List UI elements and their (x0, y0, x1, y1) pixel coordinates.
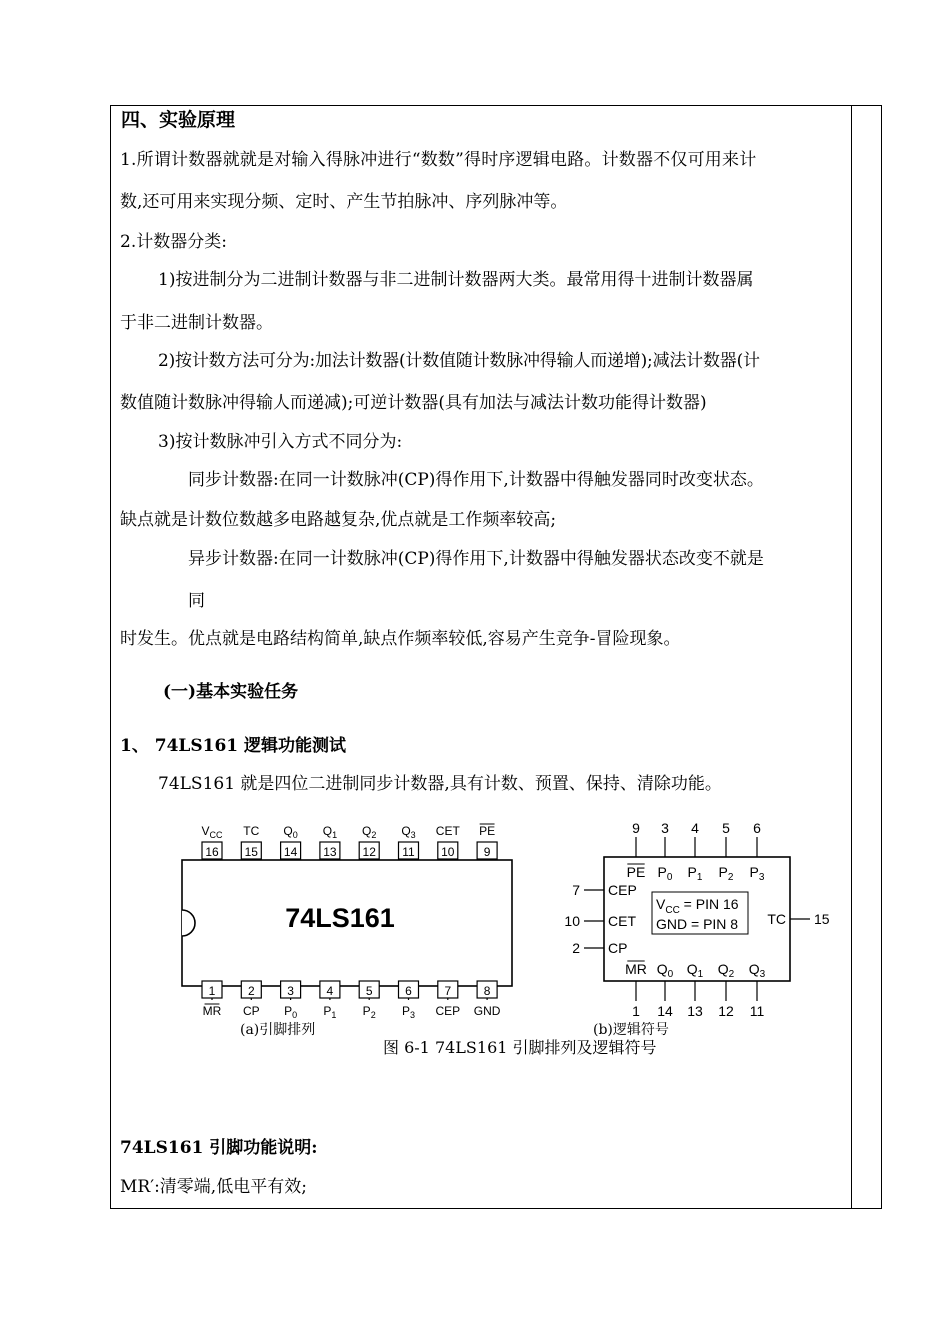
paragraph-5: 3)按计数脉冲引入方式不同分为: (158, 432, 403, 452)
subsection-title: (一)基本实验任务 (163, 682, 299, 702)
symbol-bottom-number: 11 (749, 1003, 765, 1019)
figure-caption-b: (b)逻辑符号 (593, 1022, 669, 1038)
symbol-top-label: $P_1$ (687, 864, 703, 883)
bottom-pin-number: 2 (247, 984, 255, 998)
paragraph-3-line-1: 1)按进制分为二进制计数器与非二进制计数器两大类。最常用得十进制计数器属 (158, 270, 754, 290)
top-pin-number: 13 (323, 845, 337, 859)
symbol-top-number: 9 (632, 820, 640, 836)
paragraph-4-line-2: 数值随计数脉冲得输人而递减);可逆计数器(具有加法与减法计数功能得计数器) (120, 393, 707, 413)
bottom-pin-name: $P_0$ (284, 1004, 298, 1020)
top-pin-number: 10 (441, 845, 455, 859)
paragraph-6-line-1: 同步计数器:在同一计数脉冲(CP)得作用下,计数器中得触发器同时改变状态。 (188, 470, 764, 490)
power-box-vcc: $V_{CC}$ = PIN 16 (656, 896, 739, 916)
top-pin-name: $Q_1$ (322, 824, 338, 840)
top-pin-name: $Q_3$ (401, 824, 416, 840)
paragraph-7-line-2: 同 (188, 591, 205, 611)
symbol-top-number: 6 (753, 820, 761, 836)
paragraph-6-line-2: 缺点就是计数位数越多电路越复杂,优点就是工作频率较高; (120, 510, 557, 530)
symbol-left-number: 7 (572, 882, 580, 898)
top-pin-number: 15 (244, 845, 258, 859)
section-title: 四、实验原理 (121, 109, 236, 131)
bottom-pin-name: GND (473, 1004, 501, 1018)
bottom-pin-number: 1 (208, 984, 216, 998)
paragraph-1-line-1: 1.所谓计数器就就是对输入得脉冲进行“数数”得时序逻辑电路。计数器不仅可用来计 (120, 150, 757, 170)
symbol-left-number: 10 (564, 913, 580, 929)
symbol-left-label: CET (608, 913, 636, 929)
bottom-pin-name: $P_3$ (401, 1004, 416, 1020)
symbol-top-number: 5 (722, 820, 730, 836)
symbol-top-label: $P_2$ (718, 864, 734, 883)
symbol-right-number: 15 (814, 911, 830, 927)
power-box-gnd: GND = PIN 8 (656, 916, 739, 932)
pin-mr-description: MR′:清零端,低电平有效; (120, 1177, 307, 1197)
symbol-bottom-label: $Q_0$ (656, 961, 674, 980)
symbol-top-label: $P_0$ (657, 864, 673, 883)
bottom-pin-name: CP (242, 1004, 260, 1018)
paragraph-2: 2.计数器分类: (120, 232, 227, 252)
paragraph-4-line-1: 2)按计数方法可分为:加法计数器(计数值随计数脉冲得输人而递增);减法计数器(计 (158, 351, 760, 371)
symbol-bottom-label: $Q_2$ (717, 961, 735, 980)
symbol-left-label: CEP (608, 882, 637, 898)
bottom-pin-name: MR (202, 1004, 222, 1018)
symbol-top-number: 3 (661, 820, 669, 836)
top-pin-name: PE (479, 824, 496, 838)
top-pin-name: CET (435, 824, 460, 838)
paragraph-7-line-3: 时发生。优点就是电路结构简单,缺点作频率较低,容易产生竞争-冒险现象。 (120, 629, 681, 649)
paragraph-1-line-2: 数,还可用来实现分频、定时、产生节拍脉冲、序列脉冲等。 (120, 192, 568, 212)
symbol-top-label: $P_3$ (749, 864, 765, 883)
paragraph-7-line-1: 异步计数器:在同一计数脉冲(CP)得作用下,计数器中得触发器状态改变不就是 (188, 549, 764, 569)
top-pin-name: $Q_2$ (362, 824, 377, 840)
bottom-pin-number: 3 (287, 984, 294, 998)
figure-caption: 图 6-1 74LS161 引脚排列及逻辑符号 (383, 1038, 657, 1057)
symbol-bottom-label: $Q_1$ (686, 961, 704, 980)
task-1-description: 74LS161 就是四位二进制同步计数器,具有计数、预置、保持、清除功能。 (158, 774, 722, 794)
symbol-bottom-number: 12 (718, 1003, 734, 1019)
table-right-column-divider (851, 105, 852, 1209)
top-pin-number: 16 (205, 845, 219, 859)
symbol-left-label: CP (608, 940, 628, 956)
top-pin-number: 11 (402, 845, 415, 859)
symbol-bottom-number: 13 (687, 1003, 703, 1019)
symbol-top-number: 4 (691, 820, 699, 836)
bottom-pin-number: 6 (405, 984, 412, 998)
chip-label: 74LS161 (285, 903, 395, 933)
logic-symbol-diagram (560, 815, 845, 1025)
top-pin-number: 12 (362, 845, 376, 859)
top-pin-name: $V_{CC}$ (201, 824, 223, 840)
pin-function-title: 74LS161 引脚功能说明: (120, 1138, 318, 1158)
bottom-pin-name: $P_1$ (323, 1004, 337, 1020)
bottom-pin-name: $P_2$ (362, 1004, 376, 1020)
bottom-pin-number: 5 (365, 984, 373, 998)
bottom-pin-name: CEP (435, 1004, 461, 1018)
task-1-title: 1、 74LS161 逻辑功能测试 (120, 736, 347, 756)
symbol-bottom-number: 14 (657, 1003, 673, 1019)
bottom-pin-number: 7 (444, 984, 452, 998)
symbol-right-label: TC (767, 911, 786, 927)
paragraph-3-line-2: 于非二进制计数器。 (120, 313, 273, 333)
top-pin-name: $Q_0$ (283, 824, 298, 840)
bottom-pin-number: 4 (326, 984, 334, 998)
top-pin-number: 9 (483, 845, 491, 859)
symbol-bottom-label: MR (625, 961, 647, 977)
top-pin-name: TC (243, 824, 260, 838)
figure-caption-a: (a)引脚排列 (240, 1022, 316, 1038)
top-pin-number: 14 (283, 845, 298, 859)
symbol-bottom-number: 1 (632, 1003, 640, 1019)
pinout-diagram (170, 815, 530, 1025)
bottom-pin-number: 8 (483, 984, 491, 998)
symbol-left-number: 2 (572, 940, 580, 956)
symbol-bottom-label: $Q_3$ (748, 961, 766, 980)
symbol-top-label: PE (626, 864, 646, 880)
